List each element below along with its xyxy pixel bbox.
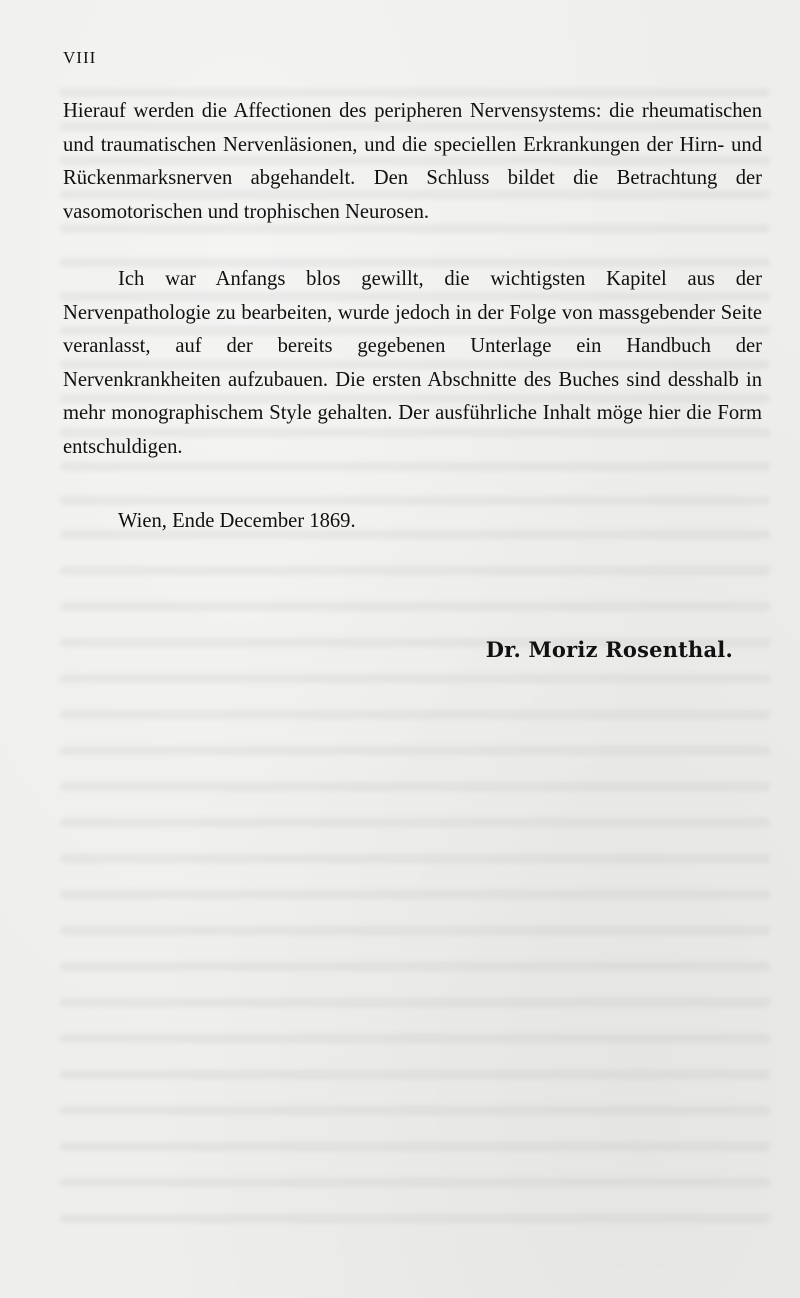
paragraph-2: Ich war Anfangs blos gewillt, die wichtigsten Kapitel aus der Nervenpathologie zu bearbeiten, wurde jedoch in der Folge von massgebender Seite veranlasst, auf der bereits gegebenen Unterlage ein Handbuch der Nervenkrankheiten aufzubauen. Die ersten Abschnitte des Buches sind desshalb in mehr monographischem Style gehalten. Der ausführliche Inhalt möge hier die Form entschuldigen.: [63, 268, 762, 458]
dateline: Wien, Ende December 1869.: [118, 510, 356, 532]
paragraph-1: Hierauf werden die Affectionen des peripheren Nervensystems: die rheumatischen und traumatischen Nervenläsionen, und die speciellen Erkrankungen der Hirn- und Rückenmarksnerven abgehandelt. Den Schluss bildet die Betrachtung der vasomotorischen und trophischen Neurosen.: [63, 100, 762, 223]
page-number: VIII: [63, 48, 97, 67]
author-signature: Dr. Moriz Rosenthal.: [485, 637, 733, 662]
